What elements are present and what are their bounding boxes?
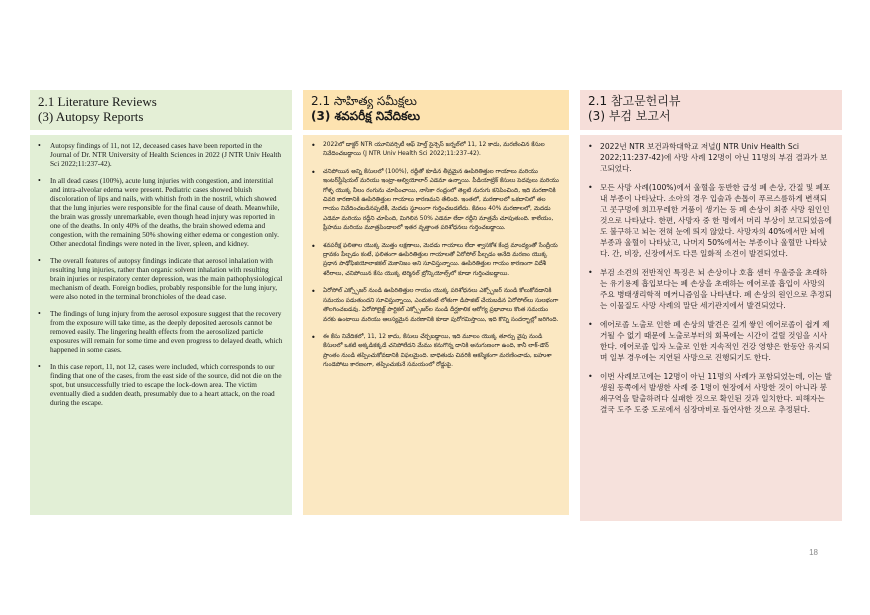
list-item: • 이번 사례보고에는 12명이 아닌 11명의 사례가 포함되었는데, 이는 발생원 동쪽에서 발생한 사례 중 1명이 현장에서 사망한 것이 아니라 봉쇄구역을 탈출하려다 실패한 것으로 확인된 것과 일치한다. 피해자는 결국 도주 도중 도로에서 심장마비로 돌연사한 것으로 추정된다. — [588, 372, 832, 414]
list-item: • శవపరీక్ష ఫలితాల యొక్క మొత్తం లక్షణాలు, మెదడు గాయాలు లేదా శ్వాసకోశ కేంద్ర మాంద్యంతో సేంద్రీయ ద్రావకం పీల్చడం కంటే, ఫలితంగా ఊపిరితిత్తుల గాయాలతో ఏరోసోల్ పీల్చడం అనేది మరణం యొక్క ప్రధాన పాథోఫిజియోలాజికల్ మెకానిజం అని సూచిస్తున్నాయి. ఊపిరితిత్తుల గాయం కారణంగా విదేశీ శరీరాలు, చనిపోయిన కేసు యొక్క టెర్మినల్ బ్రోన్కియోల్స్‌లో కూడా గుర్తించబడ్డాయి. — [311, 241, 558, 277]
page-number: 18 — [809, 548, 818, 557]
bullet-icon: • — [311, 332, 316, 342]
bullet-icon: • — [311, 241, 316, 251]
telugu-bullet-list — [309, 141, 561, 371]
bullet-icon: • — [588, 320, 593, 329]
korean-header — [580, 90, 842, 130]
list-item: • In all dead cases (100%), acute lung injuries with congestion, and interstitial and intra-alveolar edema were present. Pediatric cases showed bluish discoloration of lips and nails, with whitish froth in the nostril, which showed that the lung injuries were responsible for the final cause of death. Meanwhile, the brain was grossly unremarkable, even though head injury was reported in one of the deaths. In only 40% of the deaths, the brain showed edema and congestion, with the remaining 50% showing either edema or congestion only. Other anecdotal findings were noted in the liver, spleen, and kidney. — [38, 176, 280, 248]
list-item: • ఈ కేసు నివేదికలో, 11, 12 కాదు, కేసులు చేర్చబడ్డాయి, ఇది మూలం యొక్క తూర్పు వైపు నుండి కేసులలో ఒకటి అక్కడికక్కడే చనిపోలేదని మేము కనుగొన్న దానికి అనుగుణంగా ఉంది, కానీ లాక్-డౌన్ ప్రాంతం నుండి తప్పించుకోవడానికి విఫలమైంది. బాధితుడు చివరికి ఆకస్మికంగా మరణించాడు, బహుశా గుండెపోటు కారణంగా, తప్పించుకునే సమయంలో రోడ్డుపై. — [311, 332, 552, 369]
list-item: • ఏరోసోల్ ఎక్స్పోజర్ నుండి ఊపిరితిత్తుల గాయం యొక్క పరిశోధనలు ఎక్స్పోజర్ నుండి కోలుకోవడానికి సమయం పడుతుందని సూచిస్తున్నాయి, ఎందుకంటే లోతుగా డిపాజిట్ చేయబడిన ఏరోసోల్‌లు సులభంగా తొలగించబడవు. ఏరోసోలైజ్డ్ పార్టికల్ ఎక్స్పోజర్‌ల నుండి దీర్ఘకాలిక ఆరోగ్య ప్రభావాలు కొంత సమయం వరకు ఉంటాయి మరియు ఆలస్యమైన మరణానికి కూడా పురోగమిస్తాయి, ఇది కొన్ని సందర్భాల్లో జరిగింది. — [311, 287, 559, 323]
bullet-icon: • — [311, 167, 316, 177]
list-item: • The overall features of autopsy findings indicate that aerosol inhalation with resulting lung injuries, rather than organic solvent inhalation with resulting brain injuries or respiratory center depression, was the main pathophysiological mechanism of death. Foreign bodies, probably responsible for the lung injury, were also noted in the terminal bronchioles of the dead case. — [38, 256, 283, 301]
english-title: 2.1 Literature Reviews — [38, 94, 157, 109]
list-item: • 2022년 NTR 보건과학대학교 저널(J NTR Univ Health Sci 2022;11:237-42)에 사망 사례 12명이 아닌 11명의 부검 결과가 보고되었다. — [588, 142, 828, 173]
english-bullet-list — [36, 141, 284, 407]
list-item: • The findings of lung injury from the aerosol exposure suggest that the recovery from the exposure will take time, as the deeply deposited aerosols cannot be removed easily. The lingering health effects from the aerosolized particle exposures will remain for some time and even progress to delayed death, which happened in some cases. — [38, 309, 283, 354]
list-item: • చనిపోయిన అన్ని కేసులలో (100%), రద్దీతో కూడిన తీవ్రమైన ఊపిరితిత్తుల గాయాలు మరియు ఇంటర్‌స్టీషియల్ మరియు ఇంట్రా-ఆల్వియోలార్ ఎడెమా ఉన్నాయి. పీడియాట్రిక్ కేసులు పెదవులు మరియు గోళ్ళ యొక్క నీలం రంగును చూపించాయి, నాసికా రంధ్రంలో తెల్లటి నురుగు కనిపించింది, ఇది మరణానికి చివరి కారణానికి ఊపిరితిత్తుల గాయాలు కారణమని తేలింది. ఇంతలో, మరణాలలో ఒకదానిలో తల గాయం నివేదించబడినప్పటికీ, మెదడు స్థూలంగా గుర్తించబడలేదు. కేవలం 40% మరణాలలో, మెదడు ఎడెమా మరియు రద్దీని చూపింది, మిగిలిన 50% ఎడెమా లేదా రద్దీని మాత్రమే చూపుతుంది. కాలేయం, ప్లీహము మరియు మూత్రపిండాలలో ఇతర వృత్తాంత పరిశోధనలు గుర్తించబడ్డాయి. — [311, 167, 559, 232]
korean-title: 2.1 참고문헌리뷰 — [588, 94, 681, 108]
bullet-icon: • — [38, 362, 41, 371]
list-item: • 부검 소견의 전반적인 특징은 뇌 손상이나 호흡 센터 우울증을 초래하는 유기용제 흡입보다는 폐 손상을 초래하는 에어로졸 흡입이 사망의 주요 병태생리학적 메커니즘임을 나타낸다. 폐 손상의 원인으로 추정되는 이물질도 사망 사례의 말단 세기관지에서 발견되었다. — [588, 268, 833, 310]
korean-body — [580, 135, 842, 521]
bullet-icon: • — [38, 141, 41, 150]
list-item: • 2022లో డాక్టర్ NTR యూనివర్సిటీ ఆఫ్ హెల్త్ సైన్సెస్ జర్నల్‌లో 11, 12 కాదు, మరణించిన కేసుల నివేదించబడ్డాయి (J NTR Univ Health Sci 2022;11:237-42). — [311, 141, 545, 158]
bullet-icon: • — [38, 256, 41, 265]
list-item: • 모든 사망 사례(100%)에서 울혈을 동반한 급성 폐 손상, 간질 및 폐포 내 부종이 나타났다. 소아의 경우 입술과 손톱이 푸르스름하게 변색되고 콧구멍에 희끄무레한 거품이 생기는 등 폐 손상이 최종 사망 원인인 것으로 나타났다. 한편, 사망자 중 한 명에서 머리 부상이 보고되었음에도 불구하고 뇌는 전혀 눈에 띄지 않았다. 사망자의 40%에서만 뇌에 부종과 울혈이 나타났고, 나머지 50%에서는 부종이나 울혈만 나타났다. 간, 비장, 신장에서도 다른 일화적 소견이 발견되었다. — [588, 183, 832, 258]
telugu-title: 2.1 సాహిత్య సమీక్షలు — [311, 94, 417, 108]
telugu-body — [303, 135, 569, 515]
bullet-icon: • — [38, 176, 41, 185]
list-item: • In this case report, 11, not 12, cases were included, which corresponds to our finding that one of the cases, from the east side of the source, did not die on the spot, but unsuccessfully tried to escape the lock-down area. The victim eventually died a sudden death, presumably due to a heart attack, on the road during the escape. — [38, 362, 282, 407]
english-column — [30, 90, 292, 515]
korean-subtitle: (3) 부검 보고서 — [588, 109, 671, 123]
telugu-header — [303, 90, 569, 130]
bullet-icon: • — [588, 268, 593, 277]
bullet-icon: • — [311, 141, 316, 150]
korean-bullet-list — [586, 141, 834, 415]
bullet-icon: • — [588, 372, 593, 381]
telugu-column — [303, 90, 569, 515]
english-header — [30, 90, 292, 130]
english-body — [30, 135, 292, 515]
bullet-icon: • — [588, 142, 593, 151]
list-item: • Autopsy findings of 11, not 12, deceased cases have been reported in the Journal of Dr. NTR University of Health Sciences in 2022 (J NTR Univ Health Sci 2022;11:237-42). — [38, 141, 282, 168]
korean-column — [580, 90, 842, 521]
bullet-icon: • — [38, 309, 41, 318]
bullet-icon: • — [311, 287, 316, 297]
bullet-icon: • — [588, 183, 593, 192]
telugu-subtitle: (3) శవపరీక్ష నివేదికలు — [311, 109, 421, 123]
english-subtitle: (3) Autopsy Reports — [38, 109, 144, 124]
list-item: • 에어로졸 노출로 인한 폐 손상의 발견은 깊게 쌓인 에어로졸이 쉽게 제거될 수 없기 때문에 노출로부터의 회복에는 시간이 걸릴 것임을 시사한다. 에어로졸 입자 노출로 인한 지속적인 건강 영향은 한동안 유지되며 일부 경우에는 지연된 사망으로 진행되기도 한다. — [588, 320, 830, 362]
